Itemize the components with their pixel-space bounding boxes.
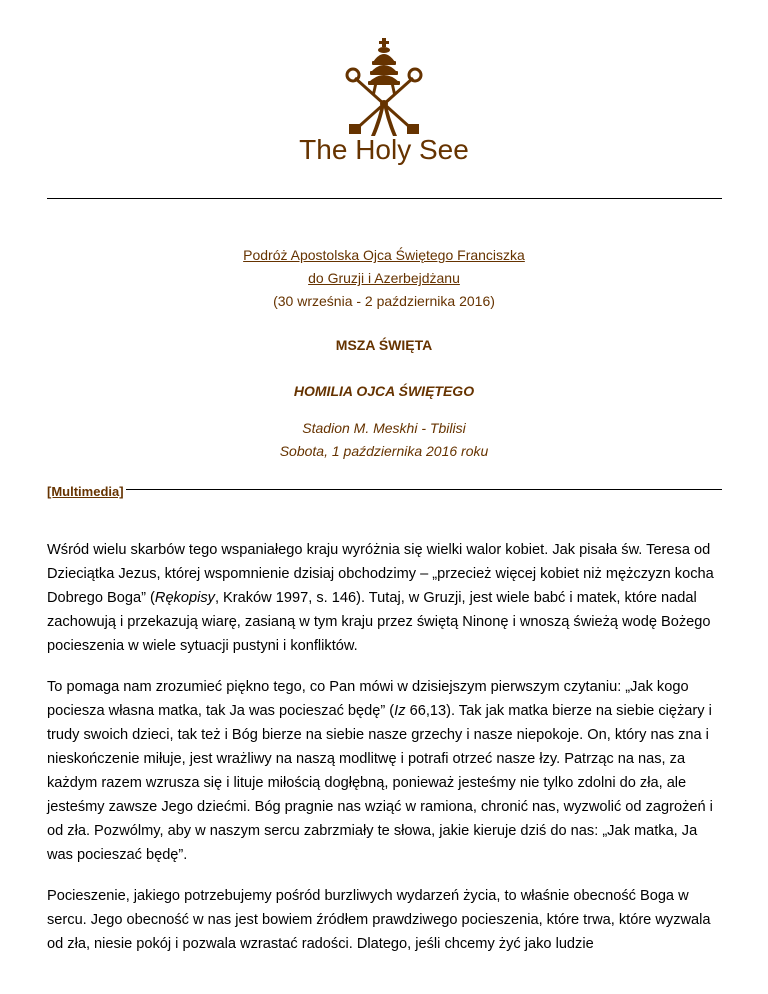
multimedia-row [47, 484, 722, 504]
trip-title-line-1[interactable] [0, 247, 768, 263]
header-divider [47, 198, 722, 199]
homily-title: HOMILIA OJCA ŚWIĘTEGO [293, 383, 475, 399]
paragraph-2: To pomaga nam zrozumieć piękno tego, co Pan mówi w dzisiejszym pierwszym czytaniu: „Jak kogo pociesza własna matka, tak Ja was pocieszać będę” (Iz 66,13). Tak jak matka bierze na siebie ciężary i trudy swoich dzieci, tak też i Bóg bierze na siebie nasze grzechy i nasze niepokoje. On, który nas zna i nieskończenie miłuje, jest wrażliwy na naszą modlitwę i potrafi otrzeć nasze łzy. Patrząc na nas, za każdym razem wzrusza się i lituje miłością dogłębną, ponieważ jesteśmy nie tylko zdolni do zła, ale jesteśmy zawsze Jego dziećmi. Bóg pragnie nas wziąć w ramiona, chronić nas, wyzwolić od zagrożeń i od zła. Pozwólmy, aby w naszym sercu zabrzmiały te słowa, jakie kieruje dziś do nas: „Jak matka, Ja was pocieszać będę”. [47, 679, 713, 863]
trip-title-line-2[interactable] [0, 270, 768, 286]
trip-link-line-2[interactable]: do Gruzji i Azerbejdżanu [308, 270, 460, 286]
site-title[interactable]: The Holy See [299, 134, 469, 165]
paragraph-3: Pocieszenie, jakiego potrzebujemy pośród burzliwych wydarzeń życia, to właśnie obecność Boga w sercu. Jego obecność w nas jest bowiem źródłem prawdziwego pocieszenia, które trwa, które wyzwala od zła, niesie pokój i pozwala wzrastać radości. Dlatego, jeśli chcemy żyć jako ludzie [47, 888, 711, 952]
homily-body [47, 538, 727, 973]
multimedia-link[interactable]: [Multimedia] [47, 484, 124, 499]
event-place: Stadion M. Meskhi - Tbilisi [302, 420, 466, 436]
multimedia-divider [47, 489, 722, 490]
italic-citation: Iz [394, 703, 406, 719]
mass-title: MSZA ŚWIĘTA [335, 337, 433, 353]
trip-dates: (30 września - 2 października 2016) [273, 293, 495, 309]
papal-keys-tiara-emblem-icon [341, 38, 427, 138]
paragraph-1: Wśród wielu skarbów tego wspaniałego kraju wyróżnia się wielki walor kobiet. Jak pisała św. Teresa od Dzieciątka Jezus, której wspomnienie dzisiaj obchodzimy – „przecież więcej kobiet niż mężczyzn kocha Dobrego Boga” (Rękopisy, Kraków 1997, s. 146). Tutaj, w Gruzji, jest wiele babć i matek, które nadal zachowują i przekazują wiarę, zasianą w tym kraju przez świętą Ninonę i wnoszą świeżą wodę Bożego pocieszenia w wiele sytuacji pustyni i konfliktów. [47, 542, 714, 654]
trip-link-line-1[interactable]: Podróż Apostolska Ojca Świętego Franciszka [243, 247, 525, 263]
italic-citation: Rękopisy [154, 590, 215, 606]
event-date: Sobota, 1 października 2016 roku [279, 443, 489, 459]
